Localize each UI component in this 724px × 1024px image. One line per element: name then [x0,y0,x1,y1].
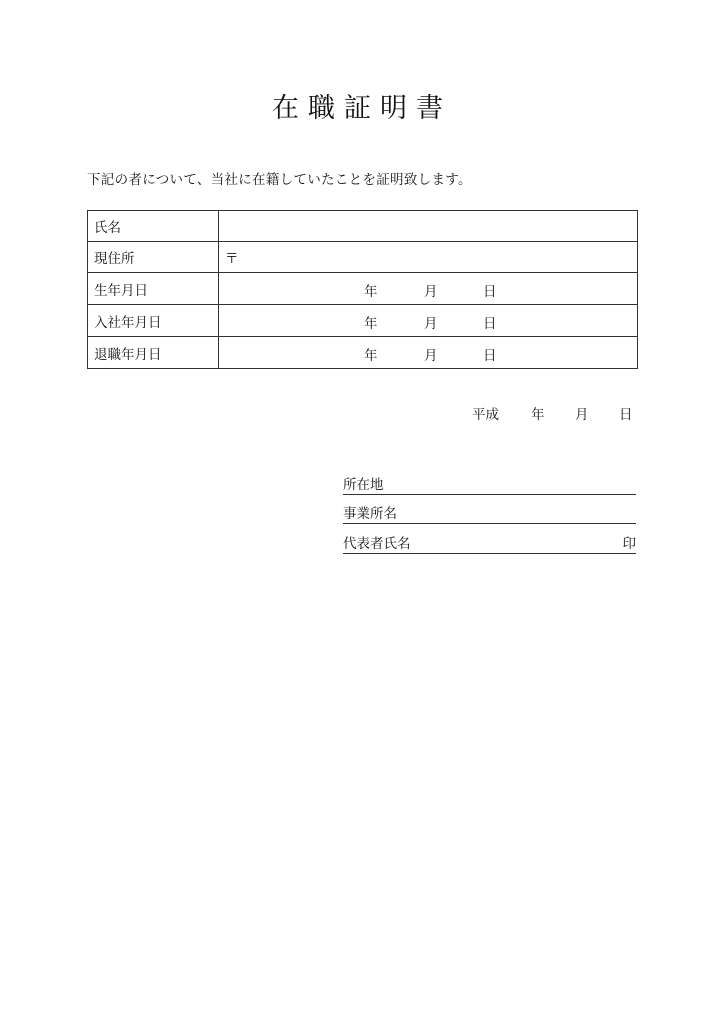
date-parts [219,273,637,304]
issue-year-label: 年 [531,407,545,423]
office-name-line[interactable] [343,503,636,524]
day-label: 日 [483,284,497,300]
birth-date-field[interactable] [219,273,638,305]
year-label: 年 [364,348,378,364]
name-field[interactable] [219,211,638,242]
seal-mark: 印 [622,536,636,552]
address-field[interactable]: 〒 [219,242,638,273]
representative-name-label: 代表者氏名 [343,536,411,552]
certificate-table [87,210,638,369]
day-label: 日 [483,316,497,332]
table-row [88,242,638,273]
issue-day-label: 日 [619,407,633,423]
issue-era-label: 平成 [472,407,499,423]
month-label: 月 [424,316,438,332]
address-label: 現住所 [88,242,219,273]
day-label: 日 [483,348,497,364]
month-label: 月 [424,348,438,364]
company-address-label: 所在地 [343,477,384,493]
year-label: 年 [364,316,378,332]
hire-date-field[interactable] [219,305,638,337]
intro-text: 下記の者について、当社に在籍していたことを証明致します。 [87,172,472,188]
table-row [88,211,638,242]
table-row [88,273,638,305]
representative-name-line[interactable] [343,533,636,554]
document-title: 在職証明書 [272,93,452,124]
year-label: 年 [364,284,378,300]
table-row [88,305,638,337]
date-parts [219,337,637,368]
name-label: 氏名 [88,211,219,242]
month-label: 月 [424,284,438,300]
retirement-date-label: 退職年月日 [88,337,219,369]
issue-date [0,403,724,423]
issue-month-label: 月 [575,407,589,423]
table-row [88,337,638,369]
date-parts [219,305,637,336]
hire-date-label: 入社年月日 [88,305,219,337]
company-address-line[interactable] [343,474,636,495]
office-name-label: 事業所名 [343,506,397,522]
birth-date-label: 生年月日 [88,273,219,305]
retirement-date-field[interactable] [219,337,638,369]
